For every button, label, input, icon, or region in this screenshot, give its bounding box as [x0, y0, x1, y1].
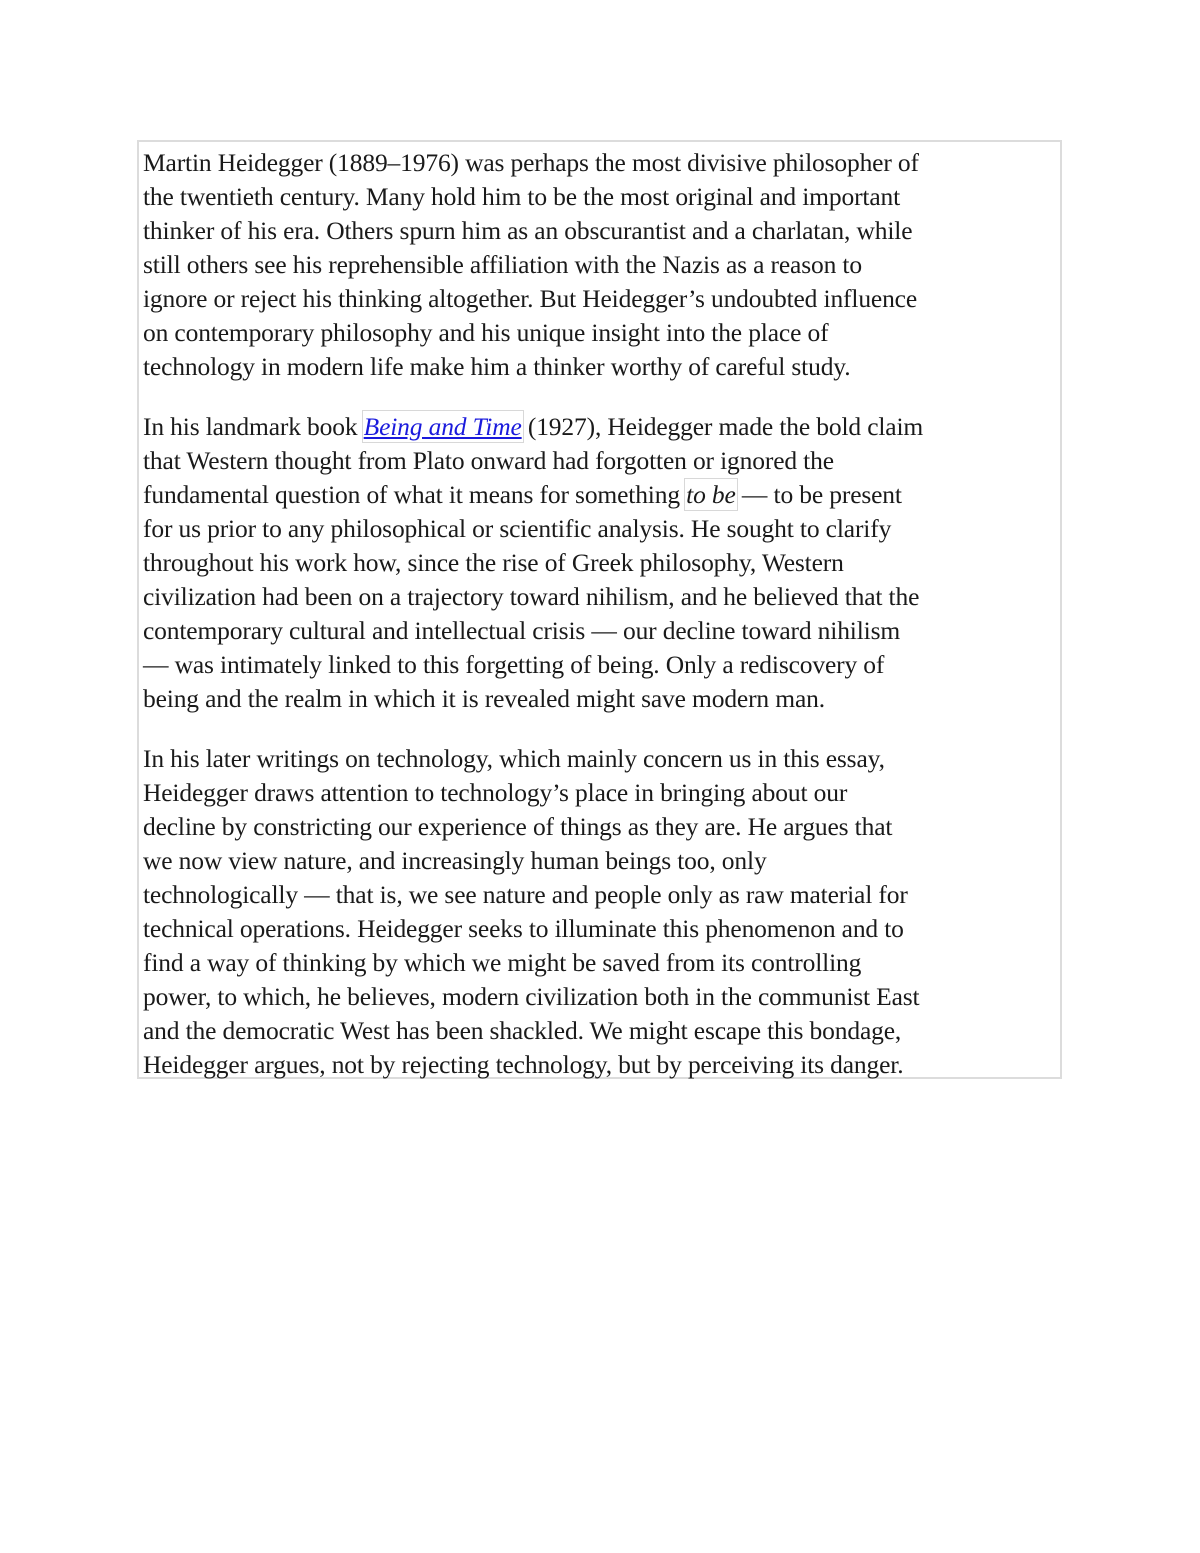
paragraph-line: technologically — that is, we see nature and people only as raw material for	[143, 880, 908, 909]
paragraph-line: decline by constricting our experience of things as they are. He argues that	[143, 812, 893, 841]
essay-text-box	[137, 140, 1062, 1079]
paragraph-line: In his later writings on technology, which mainly concern us in this essay,	[143, 744, 885, 773]
paragraph-line: ignore or reject his thinking altogether. But Heidegger’s undoubted influence	[143, 284, 918, 313]
paragraph-line: throughout his work how, since the rise of Greek philosophy, Western	[143, 548, 844, 577]
paragraph-line: Martin Heidegger (1889–1976) was perhaps the most divisive philosopher of	[143, 148, 919, 177]
paragraph-line: being and the realm in which it is revealed might save modern man.	[143, 684, 825, 713]
paragraph-line: and the democratic West has been shackled. We might escape this bondage,	[143, 1016, 902, 1045]
line-text: fundamental question of what it means for something	[143, 480, 687, 509]
paragraph-line: the twentieth century. Many hold him to be the most original and important	[143, 182, 901, 211]
being-and-time-link[interactable]: Being and Time	[363, 412, 522, 441]
line-text: (1927), Heidegger made the bold claim	[521, 412, 924, 441]
paragraph-line: technical operations. Heidegger seeks to illuminate this phenomenon and to	[143, 914, 904, 943]
paragraph-line: contemporary cultural and intellectual crisis — our decline toward nihilism	[143, 616, 901, 645]
paragraph-line: thinker of his era. Others spurn him as an obscurantist and a charlatan, while	[143, 216, 913, 245]
paragraph-line: find a way of thinking by which we might be saved from its controlling	[143, 948, 862, 977]
paragraph-line: Heidegger draws attention to technology’s place in bringing about our	[143, 778, 848, 807]
paragraph-line: civilization had been on a trajectory toward nihilism, and he believed that the	[143, 582, 920, 611]
paragraph-1	[143, 146, 1060, 384]
line-text: In his landmark book	[143, 412, 364, 441]
paragraph-line: power, to which, he believes, modern civilization both in the communist East	[143, 982, 920, 1011]
paragraph-line	[143, 410, 1060, 444]
emphasis-to-be: to be	[686, 480, 736, 509]
paragraph-line: we now view nature, and increasingly human beings too, only	[143, 846, 767, 875]
paragraph-line: for us prior to any philosophical or scientific analysis. He sought to clarify	[143, 514, 892, 543]
paragraph-line: that Western thought from Plato onward had forgotten or ignored the	[143, 446, 834, 475]
paragraph-line: — was intimately linked to this forgetting of being. Only a rediscovery of	[143, 650, 885, 679]
line-text: — to be present	[735, 480, 902, 509]
paragraph-line: still others see his reprehensible affiliation with the Nazis as a reason to	[143, 250, 862, 279]
paragraph-line	[143, 478, 1060, 512]
paragraph-2	[143, 410, 1060, 716]
paragraph-line: technology in modern life make him a thinker worthy of careful study.	[143, 352, 851, 381]
paragraph-line: Heidegger argues, not by rejecting technology, but by perceiving its danger.	[143, 1050, 904, 1079]
paragraph-3	[143, 742, 1060, 1082]
paragraph-line: on contemporary philosophy and his unique insight into the place of	[143, 318, 829, 347]
